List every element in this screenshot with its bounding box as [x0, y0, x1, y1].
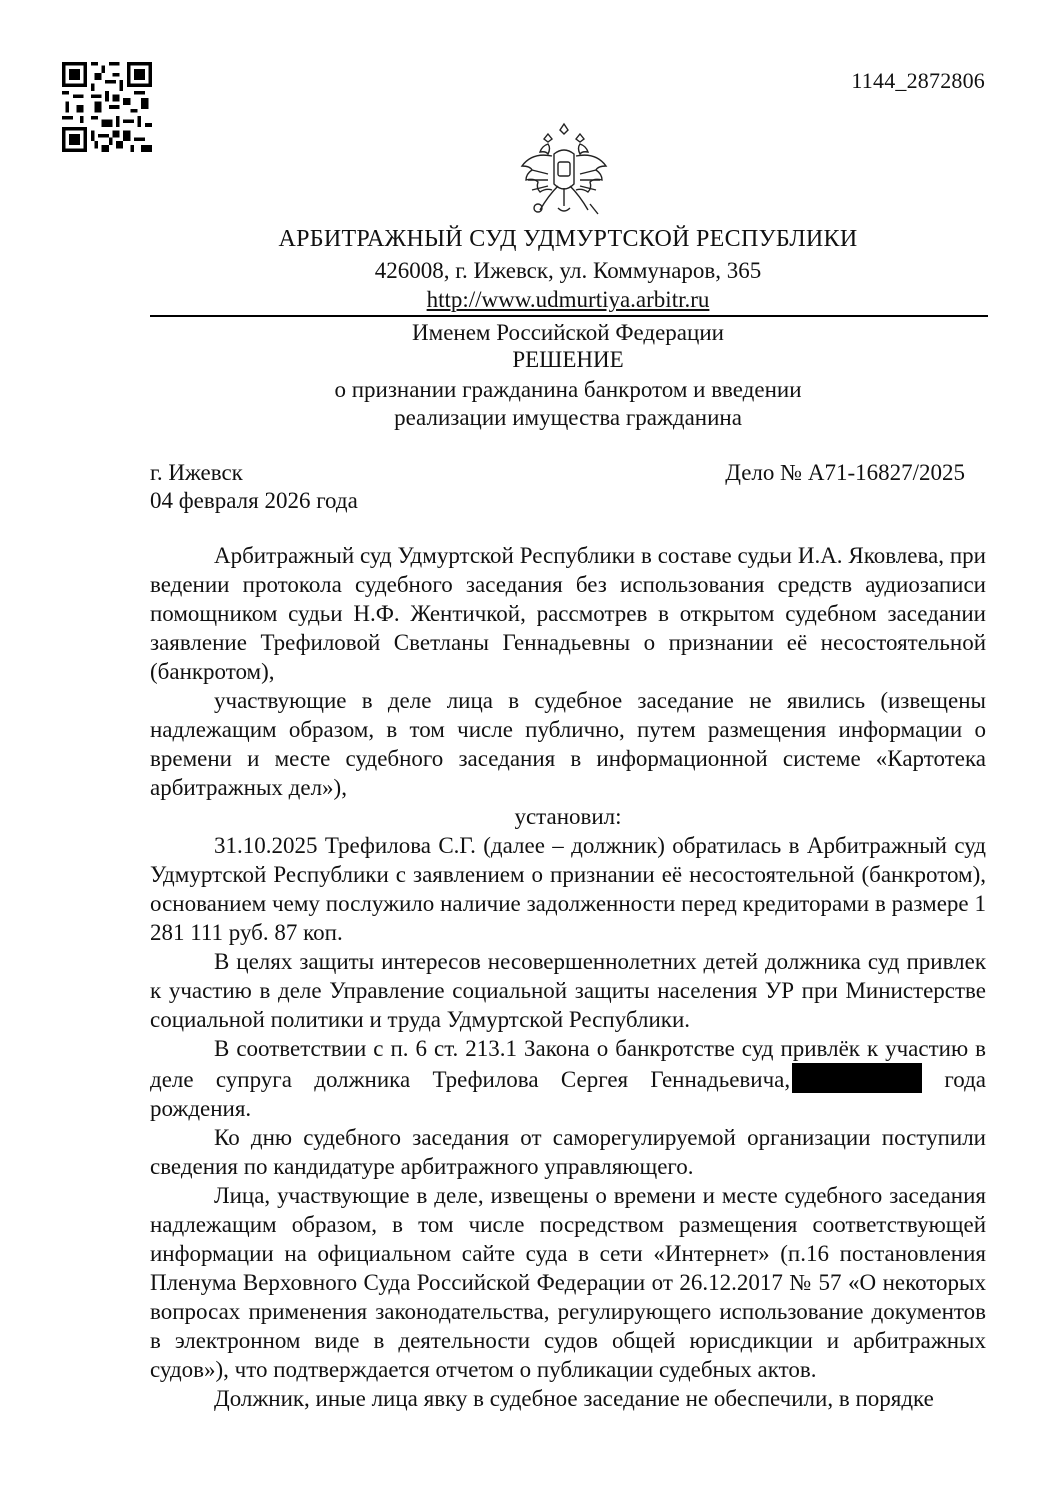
paragraph: Арбитражный суд Удмуртской Республики в составе судьи И.А. Яковлева, при ведении протокола судебного заседания без использования средств аудиозаписи помощником судьи Н.Ф. Жентичкой, рассмотрев в открытом судебном заседании заявление Трефиловой Светланы Геннадьевны о признании её несостоятельной (банкротом),: [150, 543, 986, 684]
redaction-block: [792, 1063, 922, 1093]
paragraph-text: В соответствии с п. 6 ст. 213.1 Закона о банкротстве суд привлёк к участию в деле супруга должника Трефилова Сергея Геннадьевича,: [150, 1036, 986, 1092]
document-type-title: РЕШЕНИЕ: [512, 347, 624, 372]
paragraph: 31.10.2025 Трефилова С.Г. (далее – должник) обратилась в Арбитражный суд Удмуртской Республики с заявлением о признании её несостоятельной (банкротом), основанием чему послужило наличие задолженности перед кредиторами в размере 1 281 111 руб. 87 коп.: [150, 833, 986, 945]
coat-of-arms-icon: [518, 120, 610, 222]
court-address: 426008, г. Ижевск, ул. Коммунаров, 365: [374, 258, 762, 283]
paragraph-text: года рождения.: [150, 1067, 986, 1121]
city: г. Ижевск: [150, 460, 243, 485]
document-id: 1144_2872806: [851, 68, 985, 93]
paragraph: Лица, участвующие в деле, извещены о времени и месте судебного заседания надлежащим образом, в том числе посредством размещения соответствующей информации на официальном сайте суда в сети «Интернет» (п.16 постановления Пленума Верховного Суда Российской Федерации от 26.12.2017 № 57 «О некоторых вопросах применения законодательства, регулирующего использование документов в электронном виде в деятельности судов общей юрисдикции и арбитражных судов»), что подтверждается отчетом о публикации судебных актов.: [150, 1183, 986, 1382]
header-divider: [150, 315, 988, 317]
court-website-link[interactable]: http://www.udmurtiya.arbitr.ru: [426, 287, 710, 312]
title-line-3: о признании гражданина банкротом и введении: [334, 377, 802, 402]
decision-date: 04 февраля 2026 года: [150, 488, 358, 513]
paragraph: В целях защиты интересов несовершеннолетних детей должника суд привлек к участию в деле Управление социальной защиты населения УР при Министерстве социальной политики и труда Удмуртской Республики.: [150, 949, 986, 1032]
paragraph: Ко дню судебного заседания от саморегулируемой организации поступили сведения по кандидатуре арбитражного управляющего.: [150, 1125, 986, 1179]
title-line-4: реализации имущества гражданина: [394, 405, 742, 430]
paragraph: Должник, иные лица явку в судебное заседание не обеспечили, в порядке: [214, 1386, 934, 1411]
established-heading: установил:: [514, 804, 622, 829]
qr-code-icon: [62, 62, 152, 152]
paragraph: [150, 1034, 986, 1123]
title-line-1: Именем Российской Федерации: [412, 320, 724, 345]
paragraph: участвующие в деле лица в судебное заседание не явились (извещены надлежащим образом, в том числе публично, путем размещения информации о времени и месте судебного заседания в информационной системе «Картотека арбитражных дел»),: [150, 688, 986, 800]
court-name: АРБИТРАЖНЫЙ СУД УДМУРТСКОЙ РЕСПУБЛИКИ: [278, 226, 858, 252]
document-body: [150, 541, 986, 1413]
case-number: Дело № А71-16827/2025: [725, 460, 965, 485]
